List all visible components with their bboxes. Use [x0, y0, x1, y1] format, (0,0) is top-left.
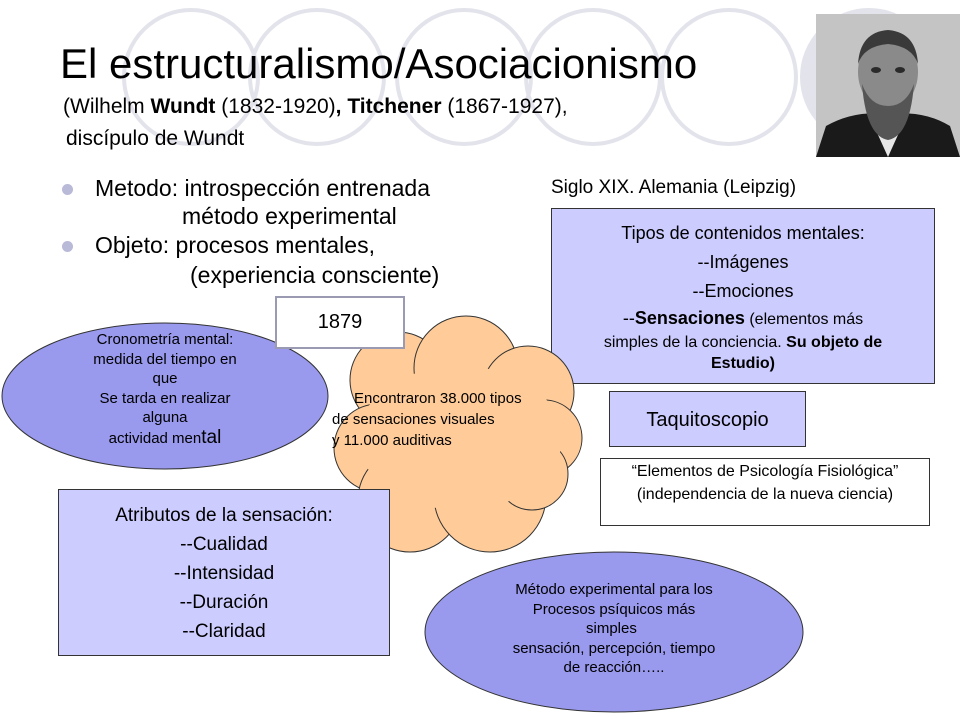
atributos-item: --Intensidad [173, 563, 275, 584]
metodo-line: de reacción….. [563, 659, 665, 676]
atributos-box [58, 489, 390, 656]
metodo-line: Procesos psíquicos más [532, 600, 696, 618]
cronometria-line: Se tarda en realizar [99, 389, 231, 407]
bullet-metodo-cont: método experimental [182, 203, 397, 229]
elementos-line: (independencia de la nueva ciencia) [636, 486, 894, 503]
metodo-text [474, 580, 754, 678]
subtitle-titchener: Titchener [347, 95, 442, 118]
tipos-sensaciones: Sensaciones [634, 308, 745, 328]
subtitle-comma: , [335, 95, 348, 118]
cronometria-line: alguna [142, 409, 188, 426]
cloud-line: Encontraron 38.000 tipos [354, 390, 522, 407]
tipos-heading: Tipos de contenidos mentales: [621, 223, 865, 243]
cronometria-line: medida del tiempo en [93, 350, 237, 368]
cloud-line: de sensaciones visuales [332, 411, 495, 428]
bullet-objeto: Objeto: procesos mentales, [95, 232, 375, 258]
subtitle-part: (Wilhelm [63, 95, 151, 118]
subtitle-line2: discípulo de Wundt [66, 127, 245, 150]
cronometria-text-part: actividad men [108, 429, 202, 447]
metodo-line: sensación, percepción, tiempo [512, 639, 716, 657]
cronometria-line: que [152, 370, 178, 387]
metodo-line: Método experimental para los [515, 581, 713, 598]
elementos-line: “Elementos de Psicología Fisiológica” [631, 463, 899, 480]
siglo-label: Siglo XIX. Alemania (Leipzig) [551, 177, 797, 198]
elementos-box [600, 458, 930, 526]
bullet-objeto-cont: (experiencia consciente) [190, 262, 440, 288]
tipos-item: --Imágenes [697, 252, 789, 272]
atributos-heading: Atributos de la sensación: [115, 505, 333, 526]
taquitoscopio-box: Taquitoscopio [609, 391, 806, 447]
atributos-item: --Claridad [182, 621, 266, 642]
cronometria-line: Cronometría mental: [96, 331, 234, 348]
slide-title: El estructuralismo/Asociacionismo [60, 40, 698, 87]
subtitle-wundt: Wundt [150, 95, 216, 118]
atributos-item: --Duración [179, 592, 269, 613]
cronometria-line [40, 428, 290, 449]
tipos-bold: Su objeto de [786, 334, 883, 351]
tipos-text: -- [622, 308, 635, 328]
bullet-metodo: Metodo: introspección entrenada [95, 175, 430, 201]
subtitle-part: (1832-1920) [215, 95, 336, 118]
tipos-bold: Estudio) [711, 355, 775, 372]
cronometria-text-part: tal [201, 426, 222, 448]
tipos-text: (elementos más [744, 311, 864, 328]
metodo-line: simples [586, 620, 637, 637]
tipos-text: simples de la conciencia. [603, 334, 787, 351]
subtitle-part: (1867-1927), [441, 95, 568, 118]
atributos-item: --Cualidad [180, 534, 268, 555]
cronometria-text [40, 330, 290, 448]
year-box: 1879 [275, 296, 405, 349]
cloud-line: y 11.000 auditivas [332, 432, 452, 449]
tipos-item: --Emociones [692, 281, 794, 301]
